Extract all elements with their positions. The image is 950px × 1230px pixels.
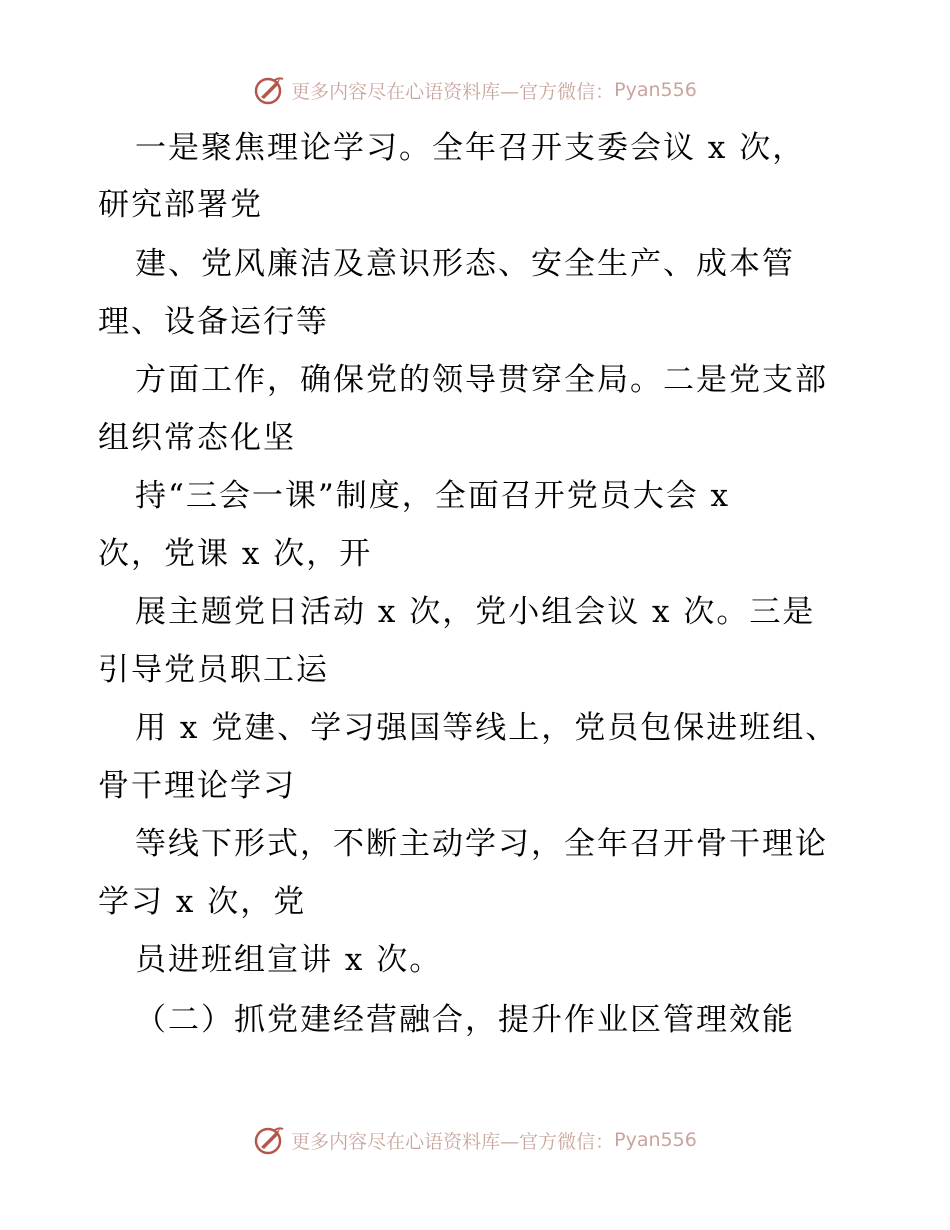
text-line: 一是聚焦理论学习。全年召开支委会议 x 次， (135, 130, 806, 166)
footer-watermark (0, 1120, 950, 1160)
watermark-text: 更多内容尽在心语资料库—官方微信： (291, 80, 615, 103)
text-line: 骨干理论学习 (98, 768, 296, 804)
text-line: 展主题党日活动 x 次，党小组会议 x 次。三是 (135, 594, 816, 630)
text-line: 理、设备运行等 (98, 304, 329, 340)
pen-logo-icon (253, 73, 287, 107)
text-line: 学习 x 次，党 (98, 884, 307, 920)
text-line: 引导党员职工运 (98, 652, 329, 688)
text-line: 员进班组宣讲 x 次。 (135, 942, 443, 978)
watermark-text: 更多内容尽在心语资料库—官方微信： (291, 1130, 615, 1153)
text-line: 组织常态化坚 (98, 420, 296, 456)
section-heading: （二）抓党建经营融合，提升作业区管理效能 (135, 1002, 795, 1038)
text-line: 建、党风廉洁及意识形态、安全生产、成本管 (135, 246, 795, 282)
text-line: 持“三会一课”制度，全面召开党员大会 x (135, 478, 731, 514)
text-line: 等线下形式，不断主动学习，全年召开骨干理论 (135, 826, 828, 862)
pen-logo-icon (253, 1123, 287, 1157)
text-line: 研究部署党 (98, 187, 263, 223)
watermark-wechat-id: Pyan556 (614, 1129, 697, 1151)
text-line: 次，党课 x 次，开 (98, 536, 373, 572)
header-watermark (0, 70, 950, 110)
watermark-wechat-id: Pyan556 (614, 79, 697, 101)
text-line: 方面工作，确保党的领导贯穿全局。二是党支部 (135, 362, 828, 398)
text-line: 用 x 党建、学习强国等线上，党员包保进班组、 (135, 710, 839, 746)
